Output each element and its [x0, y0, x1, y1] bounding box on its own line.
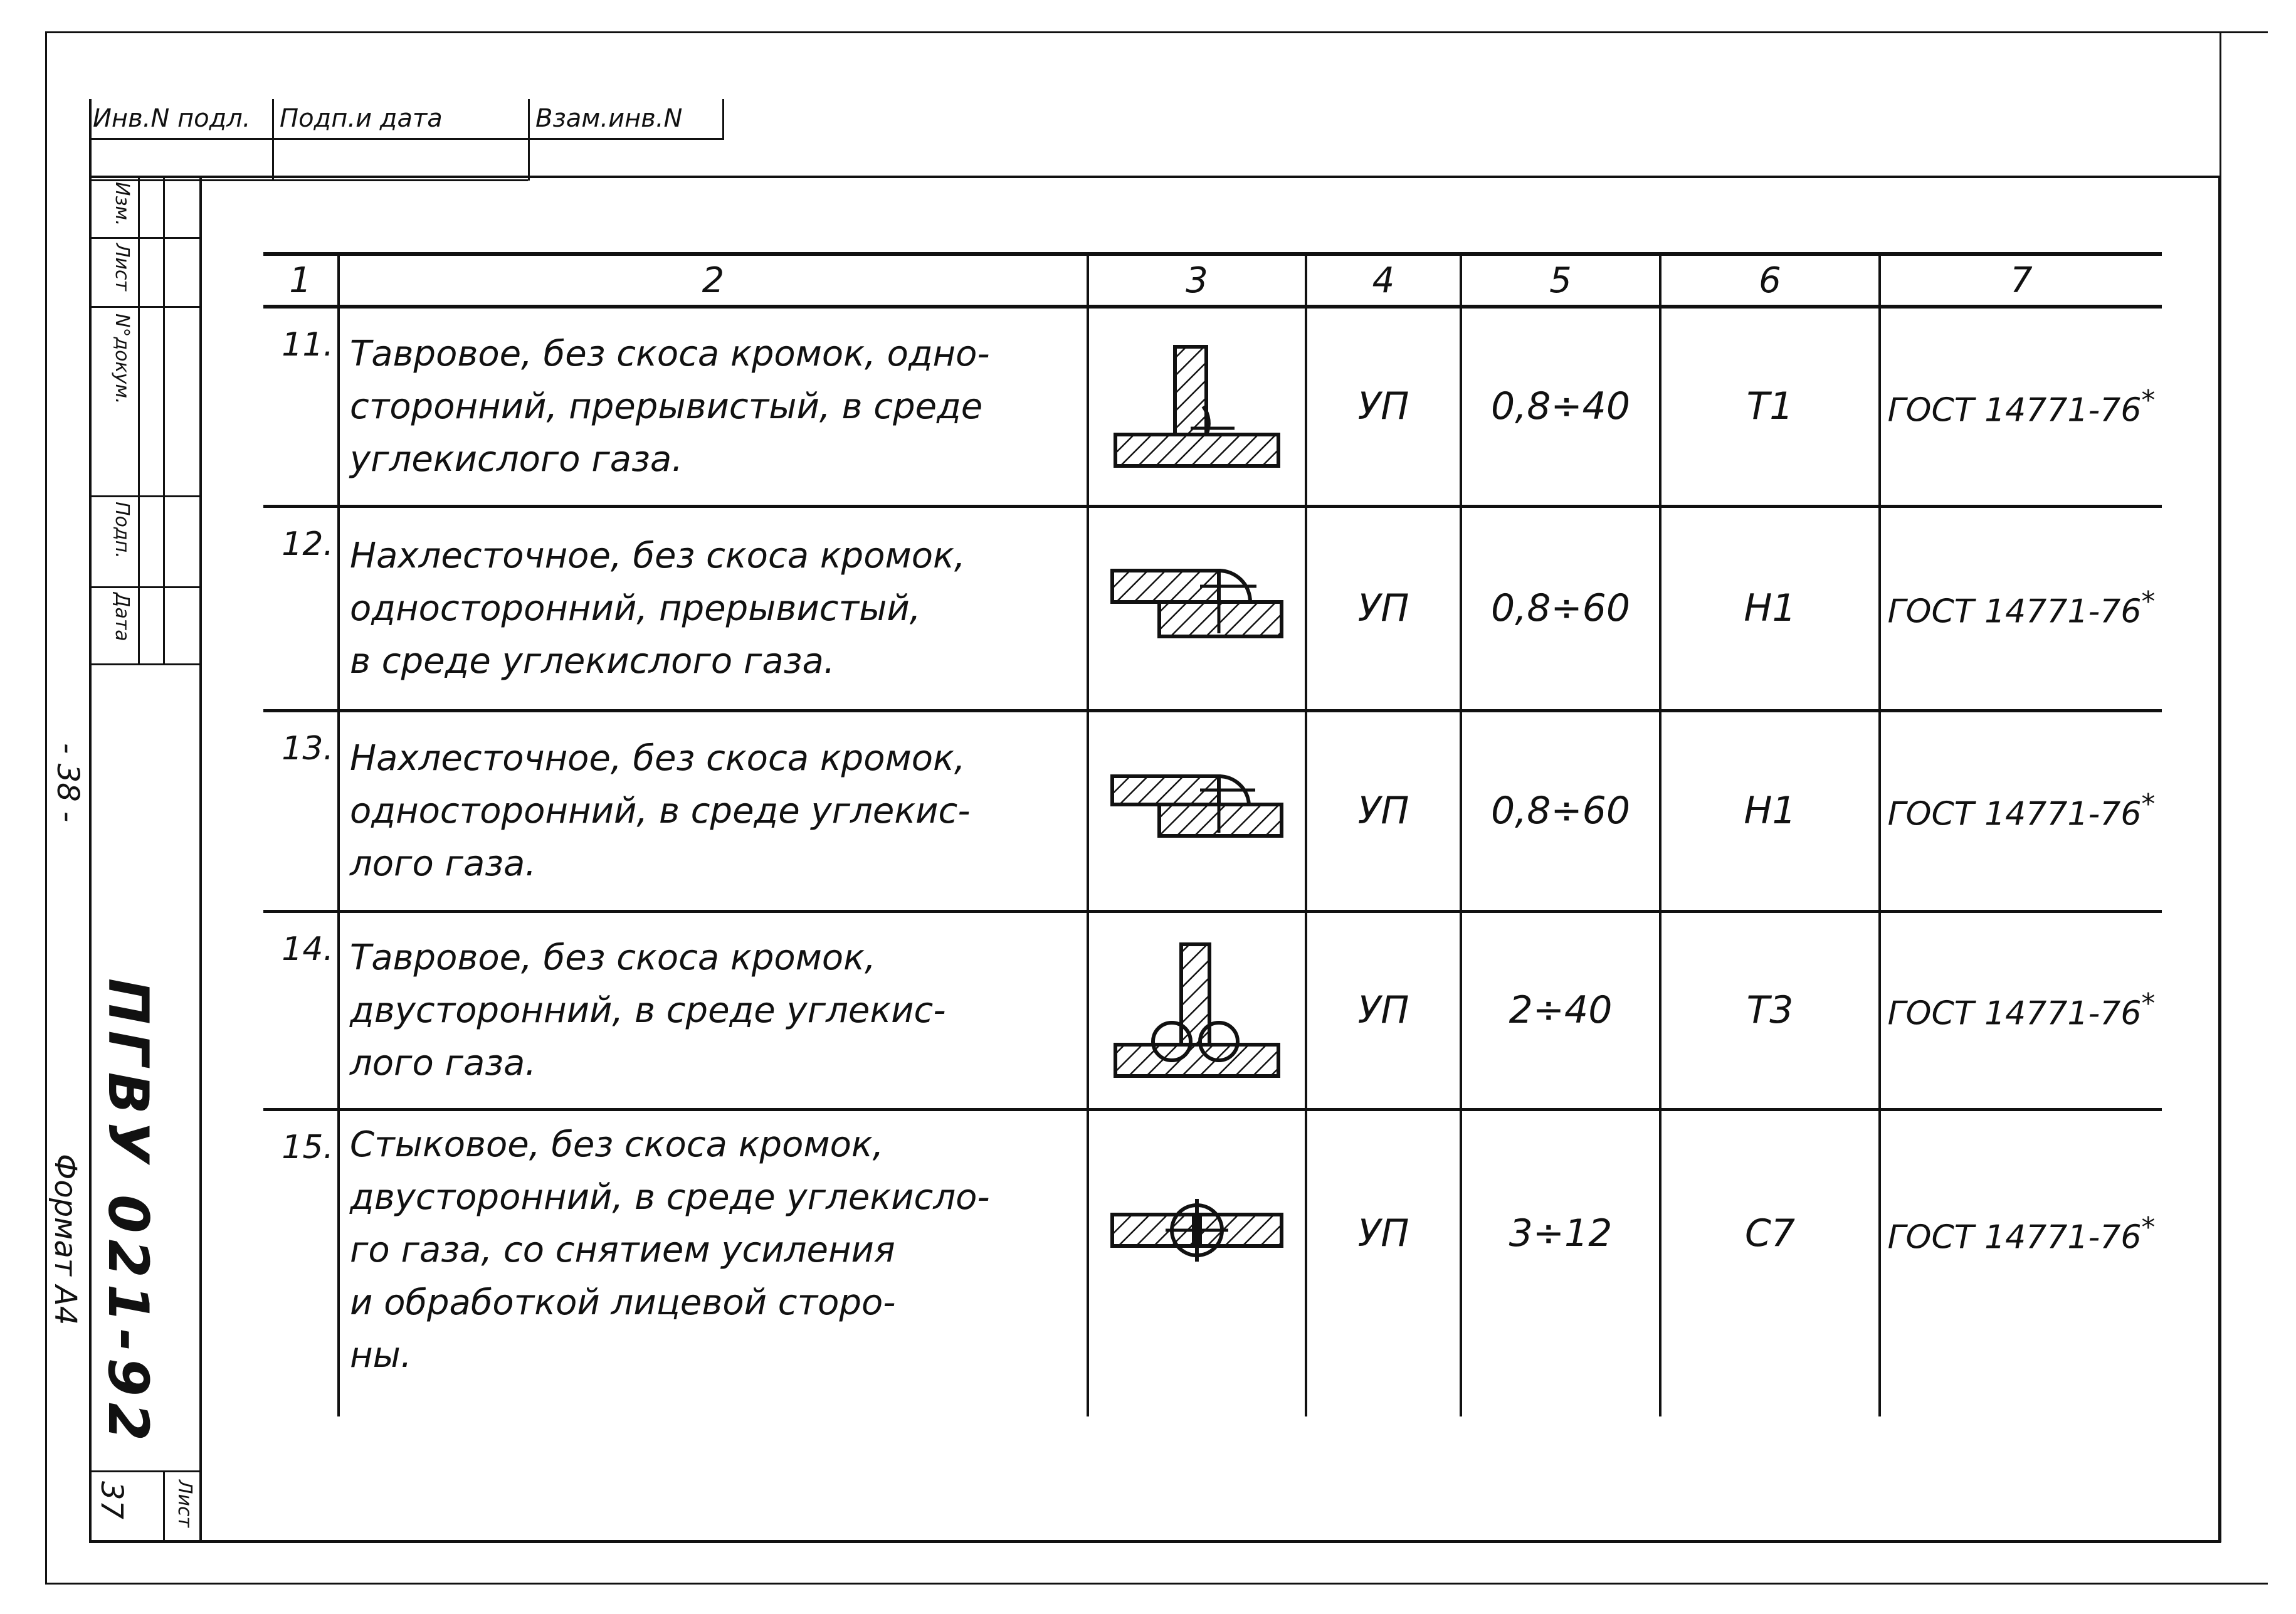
joint-designation: Н1 [1660, 506, 1880, 710]
thickness-range: 2÷40 [1461, 911, 1660, 1109]
top-stamp [89, 99, 722, 181]
joint-sketch [1088, 506, 1306, 710]
header-col-6: 6 [1660, 254, 1880, 307]
welding-method: УП [1306, 307, 1461, 506]
standard-text: ГОСТ 14771-76 [1887, 1218, 2142, 1256]
description-line: односторонний, прерывистый, [350, 588, 921, 629]
sheet-number: 37 [94, 1481, 129, 1520]
row-number: 14. [282, 930, 334, 968]
side-col-line-2 [163, 176, 165, 665]
outer-border-top [45, 31, 2268, 33]
table-row [263, 1109, 2162, 1416]
standard-text: ГОСТ 14771-76 [1887, 795, 2142, 833]
thickness-range: 0,8÷60 [1461, 710, 1660, 911]
description-line: двусторонний, в среде углекис- [350, 990, 946, 1031]
description-line: и обработкой лицевой сторо- [350, 1282, 896, 1323]
welding-method: УП [1306, 710, 1461, 911]
inner-frame-right [2218, 176, 2221, 1543]
outer-border-right [2220, 31, 2221, 176]
side-col-line-3 [199, 176, 202, 1543]
description-line: Тавровое, без скоса кромок, одно- [350, 334, 990, 375]
joint-designation: С7 [1660, 1109, 1880, 1416]
tee-joint-one-side-icon [1109, 334, 1285, 478]
table-row [263, 710, 2162, 911]
description-line: ны. [350, 1334, 412, 1376]
side-row-line-4 [89, 586, 201, 588]
description-line: двусторонний, в среде углекисло- [350, 1176, 990, 1218]
standard-text: ГОСТ 14771-76 [1887, 391, 2142, 429]
row-number: 12. [282, 525, 334, 563]
standard-reference [1880, 1109, 2162, 1416]
standard-reference [1880, 911, 2162, 1109]
butt-joint-icon [1106, 1186, 1288, 1274]
header-col-7: 7 [1880, 254, 2162, 307]
standard-mark: * [2141, 586, 2156, 618]
stamp-vzam-inv: Взам.инв.N [535, 104, 683, 133]
outer-border-bottom [45, 1583, 2268, 1585]
welding-method: УП [1306, 911, 1461, 1109]
side-label-data: Дата [111, 593, 133, 641]
side-col-line-sheet [163, 1470, 165, 1541]
table-header-row [263, 254, 2162, 307]
description-line: в среде углекислого газа. [350, 641, 835, 682]
page-marker: - 38 - [50, 743, 85, 823]
stamp-inv-no: Инв.N подл. [93, 104, 251, 133]
weld-joints-table [263, 252, 2162, 1416]
welding-method: УП [1306, 506, 1461, 710]
table-row [263, 911, 2162, 1109]
welding-method: УП [1306, 1109, 1461, 1416]
description-line: сторонний, прерывистый, в среде [350, 386, 983, 428]
row-description [339, 911, 1088, 1109]
thickness-range: 0,8÷60 [1461, 506, 1660, 710]
sheet-label: Лист [174, 1480, 196, 1528]
lap-joint-icon [1106, 558, 1288, 658]
stamp-sign-date: Подп.и дата [280, 104, 443, 133]
joint-sketch [1088, 911, 1306, 1109]
side-col-line-1 [138, 176, 140, 665]
row-number: 15. [282, 1128, 334, 1166]
description-line: односторонний, в среде углекис- [350, 791, 971, 831]
standard-mark: * [2141, 384, 2156, 416]
standard-reference [1880, 710, 2162, 911]
thickness-range: 0,8÷40 [1461, 307, 1660, 506]
side-row-line-5 [89, 663, 201, 665]
standard-reference [1880, 506, 2162, 710]
joint-sketch [1088, 1109, 1306, 1416]
side-label-podp: Подп. [111, 502, 133, 559]
standard-mark: * [2141, 988, 2156, 1020]
format-label: Формат А4 [48, 1154, 83, 1326]
standard-reference [1880, 307, 2162, 506]
standard-mark: * [2141, 788, 2156, 821]
joint-designation: Т1 [1660, 307, 1880, 506]
side-row-line-6 [89, 1470, 201, 1472]
joint-designation: Т3 [1660, 911, 1880, 1109]
joint-sketch [1088, 710, 1306, 911]
standard-text: ГОСТ 14771-76 [1887, 593, 2142, 631]
row-number: 13. [282, 729, 334, 767]
description-line: Нахлесточное, без скоса кромок, [350, 738, 966, 779]
row-description [339, 307, 1088, 506]
inner-frame-bottom [89, 1540, 2221, 1543]
side-label-izm: Изм. [111, 182, 133, 226]
row-description [339, 710, 1088, 911]
description-line: Тавровое, без скоса кромок, [350, 937, 876, 978]
side-label-list: Лист [111, 243, 133, 292]
standard-text: ГОСТ 14771-76 [1887, 994, 2142, 1033]
description-line: лого газа. [350, 843, 537, 884]
row-number: 11. [282, 326, 334, 364]
thickness-range: 3÷12 [1461, 1109, 1660, 1416]
row-description [339, 1109, 1088, 1416]
joint-sketch [1088, 307, 1306, 506]
standard-mark: * [2141, 1211, 2156, 1243]
side-label-doc: N°докум. [111, 314, 133, 404]
description-line: Нахлесточное, без скоса кромок, [350, 535, 966, 576]
header-col-1: 1 [289, 260, 312, 301]
table-row [263, 506, 2162, 710]
table-row [263, 307, 2162, 506]
outer-border-left [45, 31, 47, 1584]
row-description [339, 506, 1088, 710]
side-row-line-3 [89, 495, 201, 497]
description-line: Стыковое, без скоса кромок, [350, 1124, 884, 1165]
lap-joint-icon [1106, 764, 1288, 858]
document-code: ПГВУ 021-92 [96, 978, 161, 1447]
side-row-line-2 [89, 306, 201, 308]
joint-designation: Н1 [1660, 710, 1880, 911]
header-col-4: 4 [1306, 254, 1461, 307]
inner-frame-left [89, 99, 92, 1541]
header-col-3: 3 [1088, 254, 1306, 307]
description-line: углекислого газа. [350, 439, 683, 480]
description-line: го газа, со снятием усиления [350, 1229, 895, 1270]
side-row-line-1 [89, 237, 201, 239]
header-col-2: 2 [339, 254, 1088, 307]
header-col-5: 5 [1461, 254, 1660, 307]
tee-joint-two-side-icon [1109, 935, 1285, 1085]
description-line: лого газа. [350, 1043, 537, 1084]
